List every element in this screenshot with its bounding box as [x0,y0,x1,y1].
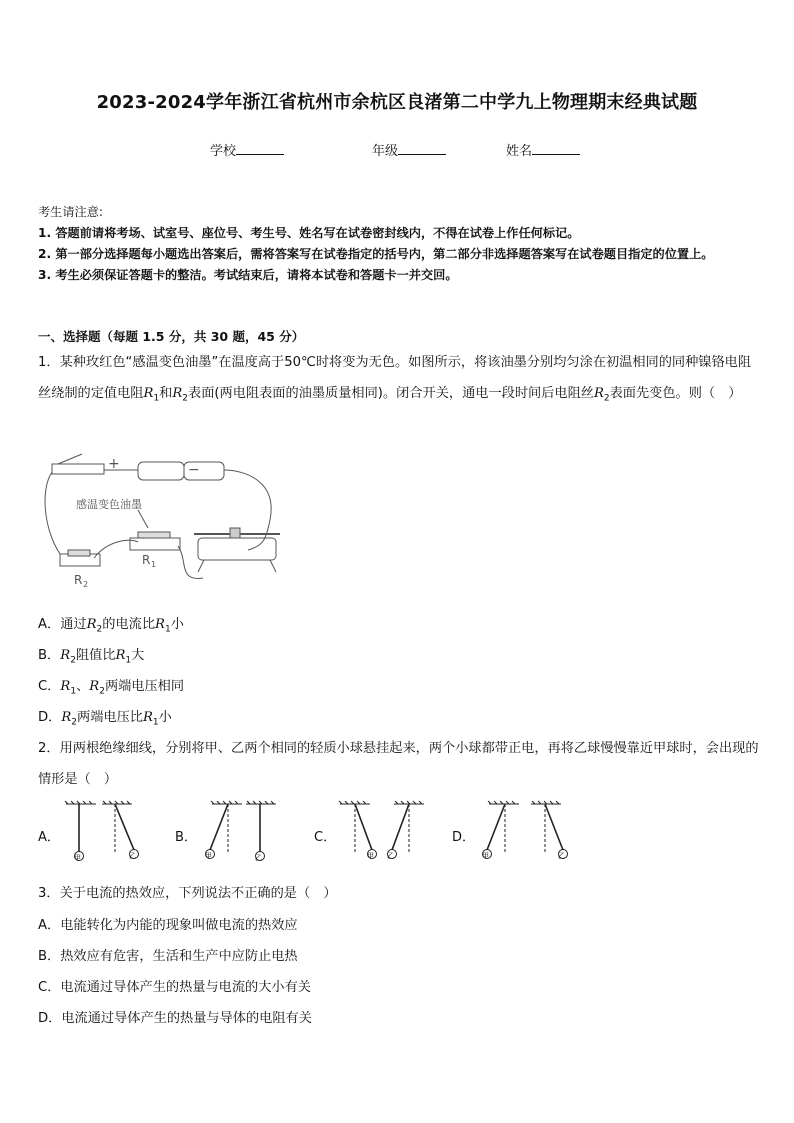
pendulum-figure-b [198,800,288,864]
q3-option-c[interactable]: C．电流通过导体产生的热量与电流的大小有关 [38,980,311,995]
minus-sign: − [188,462,200,478]
svg-text:乙: 乙 [255,854,262,862]
question-2: 2．用两根绝缘细线，分别将甲、乙两个相同的轻质小球悬挂起来，两个小球都带正电，再将乙球慢慢靠近甲球时，会出现的情形是（ ） [38,741,759,787]
switch-lever [58,454,82,464]
svg-text:甲: 甲 [482,852,489,860]
q1-option-a[interactable]: A．通过$R_2$的电流比$R_1$小 [38,617,184,635]
resistor-r1 [130,538,180,550]
pendulum-figure-c [336,800,426,864]
switch-base [52,464,104,474]
q3-option-d[interactable]: D．电流通过导体产生的热量与导体的电阻有关 [38,1011,312,1026]
svg-text:甲: 甲 [205,852,212,860]
q2-option-a[interactable]: A． [38,830,60,845]
svg-text:乙: 乙 [558,852,565,860]
svg-text:乙: 乙 [387,852,394,860]
notice-item: 2. 第一部分选择题每小题选出答案后，需将答案写在试卷指定的括号内，第二部分非选择题答案写在试卷题目指定的位置上。 [38,247,714,261]
battery-cell [138,462,184,480]
pendulum-figure-a [62,800,152,864]
svg-text:甲: 甲 [367,852,374,860]
q3-option-b[interactable]: B．热效应有危害，生活和生产中应防止电热 [38,949,298,964]
q2-option-c[interactable]: C． [314,830,337,845]
notice-heading: 考生请注意: [38,205,104,219]
q1-option-c[interactable]: C．$R_1$、$R_2$两端电压相同 [38,679,185,697]
q1-option-d[interactable]: D．$R_2$两端电压比$R_1$小 [38,710,172,728]
exam-notice [38,202,758,286]
pendulum-figure-d [475,800,575,864]
svg-text:甲: 甲 [74,854,81,862]
svg-text:2: 2 [83,580,89,589]
grade-field: 年级 [372,140,446,159]
plus-sign: + [108,456,120,472]
school-field: 学校 [210,140,284,159]
notice-item: 1. 答题前请将考场、试室号、座位号、考生号、姓名写在试卷密封线内，不得在试卷上作任何标记。 [38,226,580,240]
name-field: 姓名 [506,140,580,159]
ink-label: 感温变色油墨 [76,498,142,511]
q3-option-a[interactable]: A．电能转化为内能的现象叫做电流的热效应 [38,918,298,933]
question-1: 1．某种玫红色“感温变色油墨”在温度高于50℃时将变为无色。如图所示，将该油墨分别均匀涂在初温相同的同种镍铬电阻丝绕制的定值电阻$R_1$和$R_2$表面(两电阻表面的油墨质量相同)。闭合开关，通电一段时间后电阻丝$R_2$表面先变色。则（ ） [38,355,752,404]
circuit-figure [38,450,298,590]
svg-text:1: 1 [151,560,157,569]
q2-option-d[interactable]: D． [452,830,476,845]
rheostat [198,538,276,560]
notice-item: 3. 考生必须保证答题卡的整洁。考试结束后，请将本试卷和答题卡一并交回。 [38,268,458,282]
page-title: 2023-2024学年浙江省杭州市余杭区良渚第二中学九上物理期末经典试题 [96,92,698,113]
q1-option-b[interactable]: B．$R_2$阻值比$R_1$大 [38,648,145,666]
question-3: 3．关于电流的热效应，下列说法不正确的是（ ） [38,886,337,901]
q2-option-b[interactable]: B． [175,830,197,845]
r2-label: R [74,573,83,587]
svg-text:乙: 乙 [129,852,136,860]
r1-label: R [142,553,151,567]
section-heading: 一、选择题（每题 1.5 分，共 30 题，45 分） [38,329,305,344]
